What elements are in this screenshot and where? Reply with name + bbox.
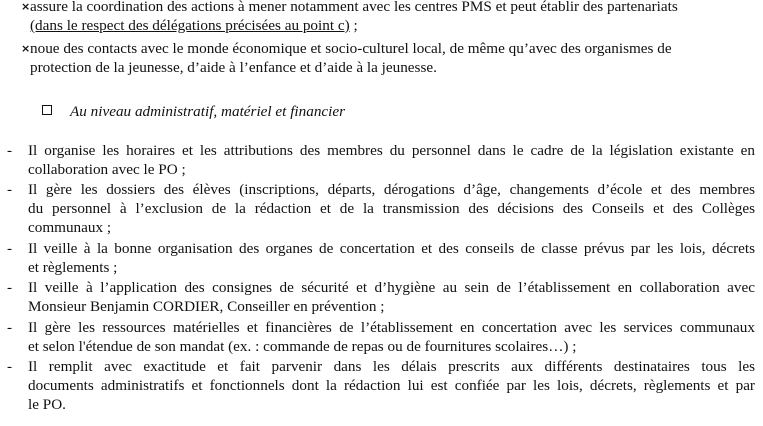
dash-bullet: - <box>7 181 13 198</box>
list-item-line: Il gère les dossiers des élèves (inscriptions, départs, dérogations d’âge, changements d’école et des membres <box>28 181 755 198</box>
list-item-line: du personnel à l’exclusion de la rédaction et de la transmission des décisions des Conseils et des Collèges <box>28 200 755 217</box>
cross-item-continuation <box>21 16 755 35</box>
list-item-line: Il veille à la bonne organisation des organes de concertation et des conseils de classe prévus par les lois, décrets <box>28 240 755 257</box>
list-item-line: le PO. <box>28 396 66 413</box>
section-heading <box>42 102 345 121</box>
cross-item-contacts <box>21 39 755 77</box>
checkbox-square-icon <box>42 105 52 115</box>
cross-item-text: noue des contacts avec le monde économique et socio-culturel local, de même qu’avec des organismes de <box>30 40 672 57</box>
cross-item-coordination <box>21 0 755 35</box>
line-suffix: ; <box>349 17 358 34</box>
cross-bullet-icon: × <box>21 0 31 13</box>
dash-bullet: - <box>7 319 13 336</box>
list-item-line: documents administratifs et fonctionnels dont la rédaction lui est confiée par les lois, décrets, règlements et par <box>28 377 755 394</box>
cross-item-text: assure la coordination des actions à mener notamment avec les centres PMS et peut établir des partenariats <box>30 0 678 15</box>
list-item-line: Il gère les ressources matérielles et financières de l’établissement en concertation avec les services communaux <box>28 319 755 336</box>
list-item-line: collaboration avec le PO ; <box>28 161 186 178</box>
dash-bullet: - <box>7 142 13 159</box>
dash-bullet: - <box>7 358 13 375</box>
list-item-line: Il remplit avec exactitude et fait parvenir dans les délais prescrits aux différents destinataires tous les <box>28 358 755 375</box>
dash-bullet: - <box>7 279 13 296</box>
cross-item-continuation: protection de la jeunesse, d’aide à l’enfance et d’aide à la jeunesse. <box>30 59 437 76</box>
list-item-line: Il organise les horaires et les attributions des membres du personnel dans le cadre de la législation existante en <box>28 142 755 159</box>
underlined-reference: (dans le respect des délégations précisées au point c) <box>30 17 350 34</box>
cross-bullet-icon: × <box>21 42 31 55</box>
list-item-line: et selon l'étendue de son mandat (ex. : commande de repas ou de fournitures scolaires…) ; <box>28 338 577 355</box>
section-title: Au niveau administratif, matériel et financier <box>70 103 346 120</box>
list-item-line: et règlements ; <box>28 259 118 276</box>
list-item-line: communaux ; <box>28 219 112 236</box>
list-item-line: Il veille à l’application des consignes de sécurité et d’hygiène au sein de l’établissement en collaboration avec <box>28 279 755 296</box>
dash-bullet: - <box>7 240 13 257</box>
list-item-line: Monsieur Benjamin CORDIER, Conseiller en prévention ; <box>28 298 385 315</box>
